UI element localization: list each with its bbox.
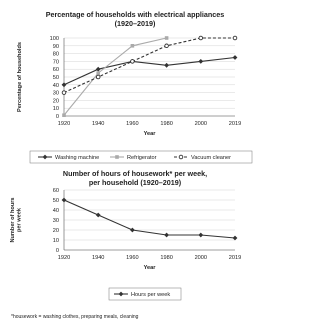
chart1-data-point [62, 82, 67, 87]
chart2-y-tick-label: 20 [52, 228, 59, 234]
chart2-data-point [164, 233, 169, 238]
chart1-y-tick-label: 90 [52, 43, 59, 50]
chart1-title: Percentage of households with electrical appliances [45, 10, 225, 19]
chart2-data-point [62, 198, 67, 203]
chart2-y-tick-label: 0 [55, 248, 59, 254]
chart2-data-point [96, 213, 101, 218]
chart1-legend-marker [179, 155, 183, 159]
chart2-x-tick-label: 2019 [228, 255, 242, 261]
chart1-data-point [198, 59, 203, 64]
footnote: *housework = washing clothes, preparing meals, cleaning [11, 314, 139, 320]
chart1-y-tick-label: 70 [52, 59, 59, 66]
chart2-data-point [198, 233, 203, 238]
chart2-x-tick-label: 2000 [194, 255, 208, 261]
chart2-y-axis-title: per week [16, 208, 23, 232]
chart2-y-tick-label: 40 [52, 208, 59, 214]
chart2-x-tick-label: 1960 [126, 255, 139, 261]
chart2-subtitle: per household (1920–2019) [88, 178, 182, 187]
chart1-x-tick-label: 2019 [228, 121, 242, 127]
chart1-y-tick-label: 60 [52, 67, 59, 74]
chart1-y-tick-label: 50 [52, 75, 59, 81]
chart1-data-point [131, 44, 135, 48]
chart2-series-line-0 [64, 200, 235, 238]
chart1-data-point [165, 36, 169, 40]
chart1-data-point [164, 63, 169, 68]
chart2-x-axis-title: Year [143, 265, 156, 271]
chart1-subtitle: (1920–2019) [114, 19, 156, 28]
chart2-y-tick-label: 60 [52, 188, 59, 194]
chart1-y-tick-label: 100 [49, 36, 59, 42]
chart1-y-tick-label: 20 [52, 98, 59, 105]
chart2-y-tick-label: 50 [52, 198, 59, 204]
chart1-data-point [233, 36, 237, 40]
chart1-legend-entry: Refrigerator [127, 155, 157, 161]
chart1-y-axis-title: Percentage of households [17, 42, 23, 112]
chart2-legend-entry: Hours per week [131, 292, 171, 298]
chart1-y-tick-label: 0 [55, 114, 59, 120]
chart1-legend-entry: Vacuum cleaner [191, 155, 232, 161]
chart1-data-point [96, 71, 100, 75]
chart2-x-tick-label: 1940 [91, 255, 105, 261]
chart2-title: Number of hours of housework* per week, [62, 169, 208, 178]
chart2-y-axis-title: Number of hours [10, 197, 16, 243]
chart2-data-point [233, 236, 238, 241]
chart1-x-axis-title: Year [143, 131, 156, 137]
chart1-data-point [233, 55, 238, 60]
chart1-x-tick-label: 1940 [91, 121, 105, 127]
chart1-series-line-1 [64, 38, 167, 115]
chart1-legend-marker [115, 155, 119, 159]
chart2-y-tick-label: 10 [52, 238, 59, 244]
chart1-data-point [62, 113, 66, 117]
chart1-y-tick-label: 80 [52, 51, 59, 58]
chart1-x-tick-label: 1920 [57, 121, 71, 127]
chart1-data-point [131, 60, 135, 64]
chart1-data-point [96, 67, 101, 72]
chart2-x-tick-label: 1980 [160, 255, 173, 261]
chart2-y-tick-label: 30 [52, 218, 59, 224]
chart1-y-tick-label: 10 [52, 106, 59, 113]
chart1-data-point [62, 91, 66, 95]
chart1-y-tick-label: 40 [52, 82, 59, 89]
chart1-data-point [165, 44, 169, 48]
chart1-x-tick-label: 1960 [126, 121, 139, 127]
chart2-data-point [130, 228, 135, 233]
chart1-legend-entry: Washing machine [55, 155, 100, 161]
chart2-x-tick-label: 1920 [57, 255, 71, 261]
chart1-y-tick-label: 30 [52, 90, 59, 97]
chart1-x-tick-label: 1980 [160, 121, 173, 127]
chart1-data-point [199, 36, 203, 40]
chart1-data-point [96, 75, 100, 79]
chart1-x-tick-label: 2000 [194, 121, 208, 127]
